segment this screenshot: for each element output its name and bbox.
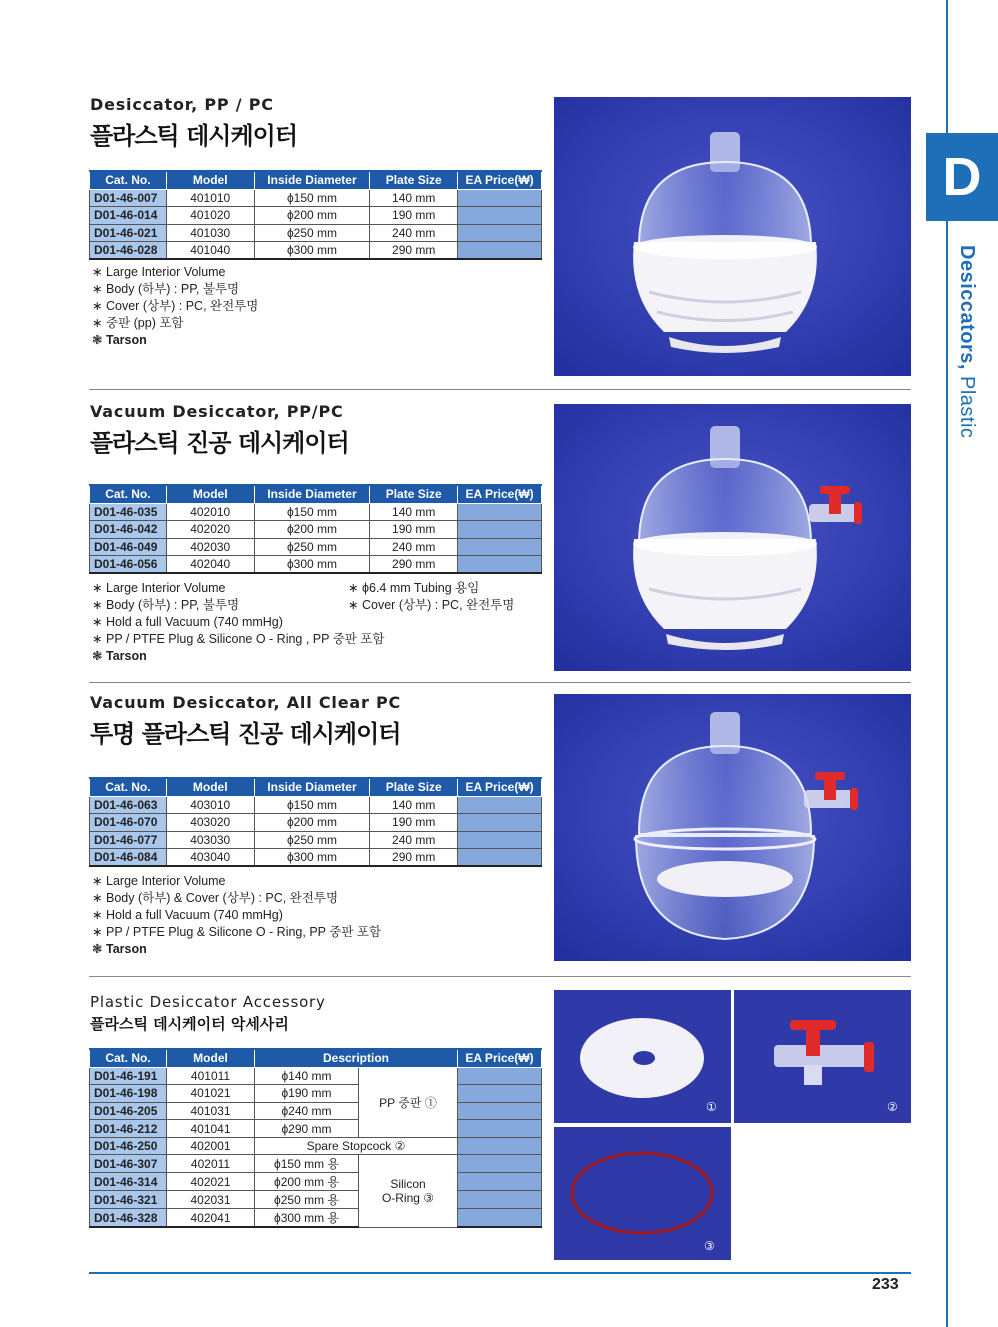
vacuum-desiccator-clear-pc-photo xyxy=(554,694,911,961)
note-marker: ∗ xyxy=(92,598,103,612)
plate-size-cell: 240 mm xyxy=(370,831,458,849)
diameter-cell: ϕ200 mm xyxy=(254,521,370,539)
diameter-cell: ϕ250 mm xyxy=(254,538,370,556)
table-row xyxy=(90,224,542,242)
table-row xyxy=(90,796,542,814)
table-row xyxy=(90,831,542,849)
section3-notes xyxy=(92,873,381,958)
badge-2: ② xyxy=(887,1100,898,1114)
cat-no-cell: D01-46-250 xyxy=(90,1137,167,1155)
note-item xyxy=(92,281,258,298)
cat-no-cell: D01-46-049 xyxy=(90,538,167,556)
table-row xyxy=(90,521,542,539)
diameter-cell: ϕ150 mm xyxy=(254,503,370,521)
note-text: Large Interior Volume xyxy=(106,874,226,888)
note-marker: ∗ xyxy=(348,598,359,612)
note-text: 중판 (pp) 포함 xyxy=(106,316,184,330)
oring-photo xyxy=(554,1127,731,1260)
note-marker: ∗ xyxy=(92,581,103,595)
section4-table xyxy=(89,1048,542,1228)
brand-line xyxy=(92,332,258,349)
model-cell: 402030 xyxy=(166,538,254,556)
price-cell xyxy=(458,242,542,260)
column-header: Model xyxy=(166,778,254,796)
brand-marker: ❃ xyxy=(92,333,103,347)
note-text: Hold a full Vacuum (740 mmHg) xyxy=(106,615,283,629)
diameter-cell: ϕ200 mm xyxy=(254,814,370,832)
description-cell: ϕ140 mm xyxy=(255,1067,359,1085)
chapter-title xyxy=(948,245,978,455)
plate-size-cell: 140 mm xyxy=(370,503,458,521)
price-cell xyxy=(458,1085,542,1103)
model-cell: 403020 xyxy=(166,814,254,832)
note-text: PP / PTFE Plug & Silicone O - Ring, PP 중판 포함 xyxy=(106,925,382,939)
note-marker: ∗ xyxy=(92,299,103,313)
price-cell xyxy=(458,1067,542,1085)
section-divider xyxy=(89,976,911,977)
plate-size-cell: 240 mm xyxy=(370,538,458,556)
table-row xyxy=(90,556,542,574)
table-row xyxy=(90,849,542,867)
diameter-cell: ϕ250 mm xyxy=(254,224,370,242)
column-header: EA Price(₩) xyxy=(458,778,542,796)
table-row xyxy=(90,503,542,521)
group-line: Silicon xyxy=(390,1177,426,1192)
column-header: Model xyxy=(166,485,254,503)
note-text: Cover (상부) : PC, 완전투명 xyxy=(106,299,259,313)
model-cell: 403040 xyxy=(166,849,254,867)
price-cell xyxy=(458,538,542,556)
section2-notes-right xyxy=(348,580,514,614)
column-header: Cat. No. xyxy=(90,171,167,189)
price-cell xyxy=(458,521,542,539)
model-cell: 401010 xyxy=(166,189,254,207)
section2-title-en: Vacuum Desiccator, PP/PC xyxy=(90,402,344,421)
note-text: Body (하부) : PP, 불투명 xyxy=(106,282,240,296)
note-text: PP / PTFE Plug & Silicone O - Ring , PP 중판 포함 xyxy=(106,632,385,646)
price-cell xyxy=(458,814,542,832)
diameter-cell: ϕ200 mm xyxy=(254,207,370,225)
note-marker: ∗ xyxy=(92,874,103,888)
diameter-cell: ϕ250 mm xyxy=(254,831,370,849)
table-row xyxy=(90,1120,542,1138)
plate-size-cell: 190 mm xyxy=(370,207,458,225)
brand-marker: ❃ xyxy=(92,649,103,663)
note-item xyxy=(92,264,258,281)
section3-title-en: Vacuum Desiccator, All Clear PC xyxy=(90,693,402,712)
price-cell xyxy=(458,1191,542,1209)
note-marker: ∗ xyxy=(92,615,103,629)
section1-notes xyxy=(92,264,258,349)
section4-title-ko: 플라스틱 데시케이터 악세사리 xyxy=(90,1015,289,1033)
cat-no-cell: D01-46-307 xyxy=(90,1155,167,1173)
table-row xyxy=(90,1209,542,1228)
price-cell xyxy=(458,189,542,207)
price-cell xyxy=(458,1120,542,1138)
note-item xyxy=(92,597,385,614)
model-cell: 403030 xyxy=(166,831,254,849)
note-item xyxy=(92,298,258,315)
note-item xyxy=(92,873,381,890)
column-header: Cat. No. xyxy=(90,485,167,503)
brand-line xyxy=(92,941,381,958)
description-cell: ϕ250 mm 용 xyxy=(255,1191,359,1209)
section4-title-en: Plastic Desiccator Accessory xyxy=(90,993,326,1011)
column-header: EA Price(₩) xyxy=(458,171,542,189)
description-cell: ϕ200 mm 용 xyxy=(255,1173,359,1191)
cat-no-cell: D01-46-191 xyxy=(90,1067,167,1085)
section1-title-ko: 플라스틱 데시케이터 xyxy=(90,122,298,150)
table-row xyxy=(90,189,542,207)
cat-no-cell: D01-46-314 xyxy=(90,1173,167,1191)
cat-no-cell: D01-46-063 xyxy=(90,796,167,814)
description-cell: ϕ240 mm xyxy=(255,1102,359,1120)
column-header: Description xyxy=(255,1049,458,1067)
section2-table xyxy=(89,484,542,574)
note-marker: ∗ xyxy=(92,891,103,905)
note-text: Cover (상부) : PC, 완전투명 xyxy=(362,598,515,612)
note-marker: ∗ xyxy=(348,581,359,595)
table-row xyxy=(90,242,542,260)
chapter-tab xyxy=(926,133,998,221)
column-header: Cat. No. xyxy=(90,778,167,796)
stopcock-illustration xyxy=(734,990,911,1123)
chapter-title-light: Plastic xyxy=(956,369,978,439)
note-item xyxy=(92,924,381,941)
column-header: Inside Diameter xyxy=(254,171,370,189)
note-text: Large Interior Volume xyxy=(106,581,226,595)
model-cell: 402021 xyxy=(167,1173,255,1191)
cat-no-cell: D01-46-028 xyxy=(90,242,167,260)
section2-notes xyxy=(92,580,385,665)
table-row xyxy=(90,814,542,832)
chapter-title-bold: Desiccators, xyxy=(956,245,978,370)
column-header: Plate Size xyxy=(370,778,458,796)
model-cell: 402031 xyxy=(167,1191,255,1209)
diameter-cell: ϕ150 mm xyxy=(254,189,370,207)
price-cell xyxy=(458,849,542,867)
note-item xyxy=(92,580,385,597)
table-row xyxy=(90,1137,542,1155)
section-divider xyxy=(89,682,911,683)
column-header: Model xyxy=(167,1049,255,1067)
column-header: Model xyxy=(166,171,254,189)
note-item xyxy=(348,580,514,597)
description-cell: ϕ190 mm xyxy=(255,1085,359,1103)
column-header: Inside Diameter xyxy=(254,778,370,796)
price-cell xyxy=(458,556,542,574)
note-text: Large Interior Volume xyxy=(106,265,226,279)
desiccator-illustration xyxy=(554,97,911,376)
diameter-cell: ϕ300 mm xyxy=(254,556,370,574)
column-header: Plate Size xyxy=(370,485,458,503)
model-cell: 401011 xyxy=(167,1067,255,1085)
cat-no-cell: D01-46-077 xyxy=(90,831,167,849)
note-item xyxy=(92,614,385,631)
price-cell xyxy=(458,503,542,521)
table-row xyxy=(90,1191,542,1209)
price-cell xyxy=(458,1173,542,1191)
diameter-cell: ϕ150 mm xyxy=(254,796,370,814)
note-marker: ∗ xyxy=(92,908,103,922)
cat-no-cell: D01-46-007 xyxy=(90,189,167,207)
section3-table xyxy=(89,777,542,867)
note-marker: ∗ xyxy=(92,632,103,646)
plate-size-cell: 290 mm xyxy=(370,849,458,867)
model-cell: 401020 xyxy=(166,207,254,225)
model-cell: 401041 xyxy=(167,1120,255,1138)
section-divider xyxy=(89,389,911,390)
price-cell xyxy=(458,796,542,814)
badge-1: ① xyxy=(706,1100,717,1114)
diameter-cell: ϕ300 mm xyxy=(254,849,370,867)
column-header: Plate Size xyxy=(370,171,458,189)
model-cell: 403010 xyxy=(166,796,254,814)
note-marker: ∗ xyxy=(92,265,103,279)
price-cell xyxy=(458,1137,542,1155)
chapter-letter: D xyxy=(942,147,982,207)
price-cell xyxy=(458,1102,542,1120)
note-text: Body (하부) & Cover (상부) : PC, 완전투명 xyxy=(106,891,339,905)
model-cell: 401030 xyxy=(166,224,254,242)
description-cell: ϕ150 mm 용 xyxy=(255,1155,359,1173)
note-text: Hold a full Vacuum (740 mmHg) xyxy=(106,908,283,922)
model-cell: 402040 xyxy=(166,556,254,574)
note-marker: ∗ xyxy=(92,282,103,296)
column-header: EA Price(₩) xyxy=(458,485,542,503)
model-cell: 401031 xyxy=(167,1102,255,1120)
section1-title-en: Desiccator, PP / PC xyxy=(90,95,274,114)
brand-line xyxy=(92,648,385,665)
brand-name: Tarson xyxy=(106,942,147,956)
group-line: O-Ring ③ xyxy=(381,1191,435,1206)
table-row xyxy=(90,1173,542,1191)
vacuum-desiccator-pp-pc-photo xyxy=(554,404,911,671)
brand-name: Tarson xyxy=(106,649,147,663)
plate-size-cell: 190 mm xyxy=(370,814,458,832)
price-cell xyxy=(458,1209,542,1228)
plate-size-cell: 290 mm xyxy=(370,242,458,260)
note-text: ϕ6.4 mm Tubing 용임 xyxy=(362,581,480,595)
brand-name: Tarson xyxy=(106,333,147,347)
plate-size-cell: 190 mm xyxy=(370,521,458,539)
column-header: Inside Diameter xyxy=(254,485,370,503)
model-cell: 402010 xyxy=(166,503,254,521)
cat-no-cell: D01-46-014 xyxy=(90,207,167,225)
cat-no-cell: D01-46-212 xyxy=(90,1120,167,1138)
section2-title-ko: 플라스틱 진공 데시케이터 xyxy=(90,429,349,457)
description-cell: Spare Stopcock ② xyxy=(255,1137,458,1155)
price-cell xyxy=(458,831,542,849)
cat-no-cell: D01-46-198 xyxy=(90,1085,167,1103)
plate-size-cell: 140 mm xyxy=(370,796,458,814)
brand-marker: ❃ xyxy=(92,942,103,956)
note-item xyxy=(92,315,258,332)
description-cell: ϕ300 mm 용 xyxy=(255,1209,359,1228)
pp-plate-illustration xyxy=(554,990,731,1123)
model-cell: 402011 xyxy=(167,1155,255,1173)
model-cell: 401040 xyxy=(166,242,254,260)
note-item xyxy=(92,890,381,907)
note-item xyxy=(92,907,381,924)
column-header: Cat. No. xyxy=(90,1049,167,1067)
cat-no-cell: D01-46-084 xyxy=(90,849,167,867)
cat-no-cell: D01-46-021 xyxy=(90,224,167,242)
model-cell: 401021 xyxy=(167,1085,255,1103)
cat-no-cell: D01-46-042 xyxy=(90,521,167,539)
cat-no-cell: D01-46-328 xyxy=(90,1209,167,1228)
diameter-cell: ϕ300 mm xyxy=(254,242,370,260)
plate-size-cell: 140 mm xyxy=(370,189,458,207)
plate-size-cell: 240 mm xyxy=(370,224,458,242)
footer-line xyxy=(89,1272,911,1274)
section1-table xyxy=(89,170,542,260)
cat-no-cell: D01-46-321 xyxy=(90,1191,167,1209)
price-cell xyxy=(458,1155,542,1173)
note-marker: ∗ xyxy=(92,316,103,330)
table-row xyxy=(90,207,542,225)
cat-no-cell: D01-46-035 xyxy=(90,503,167,521)
section3-title-ko: 투명 플라스틱 진공 데시케이터 xyxy=(90,720,401,748)
table-row xyxy=(90,1155,542,1173)
cat-no-cell: D01-46-205 xyxy=(90,1102,167,1120)
table-row xyxy=(90,1102,542,1120)
price-cell xyxy=(458,224,542,242)
badge-3: ③ xyxy=(704,1239,715,1253)
plate-size-cell: 290 mm xyxy=(370,556,458,574)
vacuum-desiccator-illustration xyxy=(554,404,911,671)
note-text: Body (하부) : PP, 불투명 xyxy=(106,598,240,612)
table-row xyxy=(90,538,542,556)
table-row xyxy=(90,1085,542,1103)
cat-no-cell: D01-46-056 xyxy=(90,556,167,574)
clear-desiccator-illustration xyxy=(554,694,911,961)
desiccator-pp-pc-photo xyxy=(554,97,911,376)
page-number: 233 xyxy=(872,1276,899,1293)
note-item xyxy=(92,631,385,648)
note-item xyxy=(348,597,514,614)
note-marker: ∗ xyxy=(92,925,103,939)
cat-no-cell: D01-46-070 xyxy=(90,814,167,832)
model-cell: 402041 xyxy=(167,1209,255,1228)
model-cell: 402001 xyxy=(167,1137,255,1155)
group-silicon-oring xyxy=(359,1155,458,1228)
plate-photo xyxy=(554,990,731,1123)
stopcock-photo xyxy=(734,990,911,1123)
table-row xyxy=(90,1067,542,1085)
model-cell: 402020 xyxy=(166,521,254,539)
description-cell: ϕ290 mm xyxy=(255,1120,359,1138)
group-pp-plate: PP 중판 ① xyxy=(359,1067,458,1137)
price-cell xyxy=(458,207,542,225)
column-header: EA Price(₩) xyxy=(458,1049,542,1067)
